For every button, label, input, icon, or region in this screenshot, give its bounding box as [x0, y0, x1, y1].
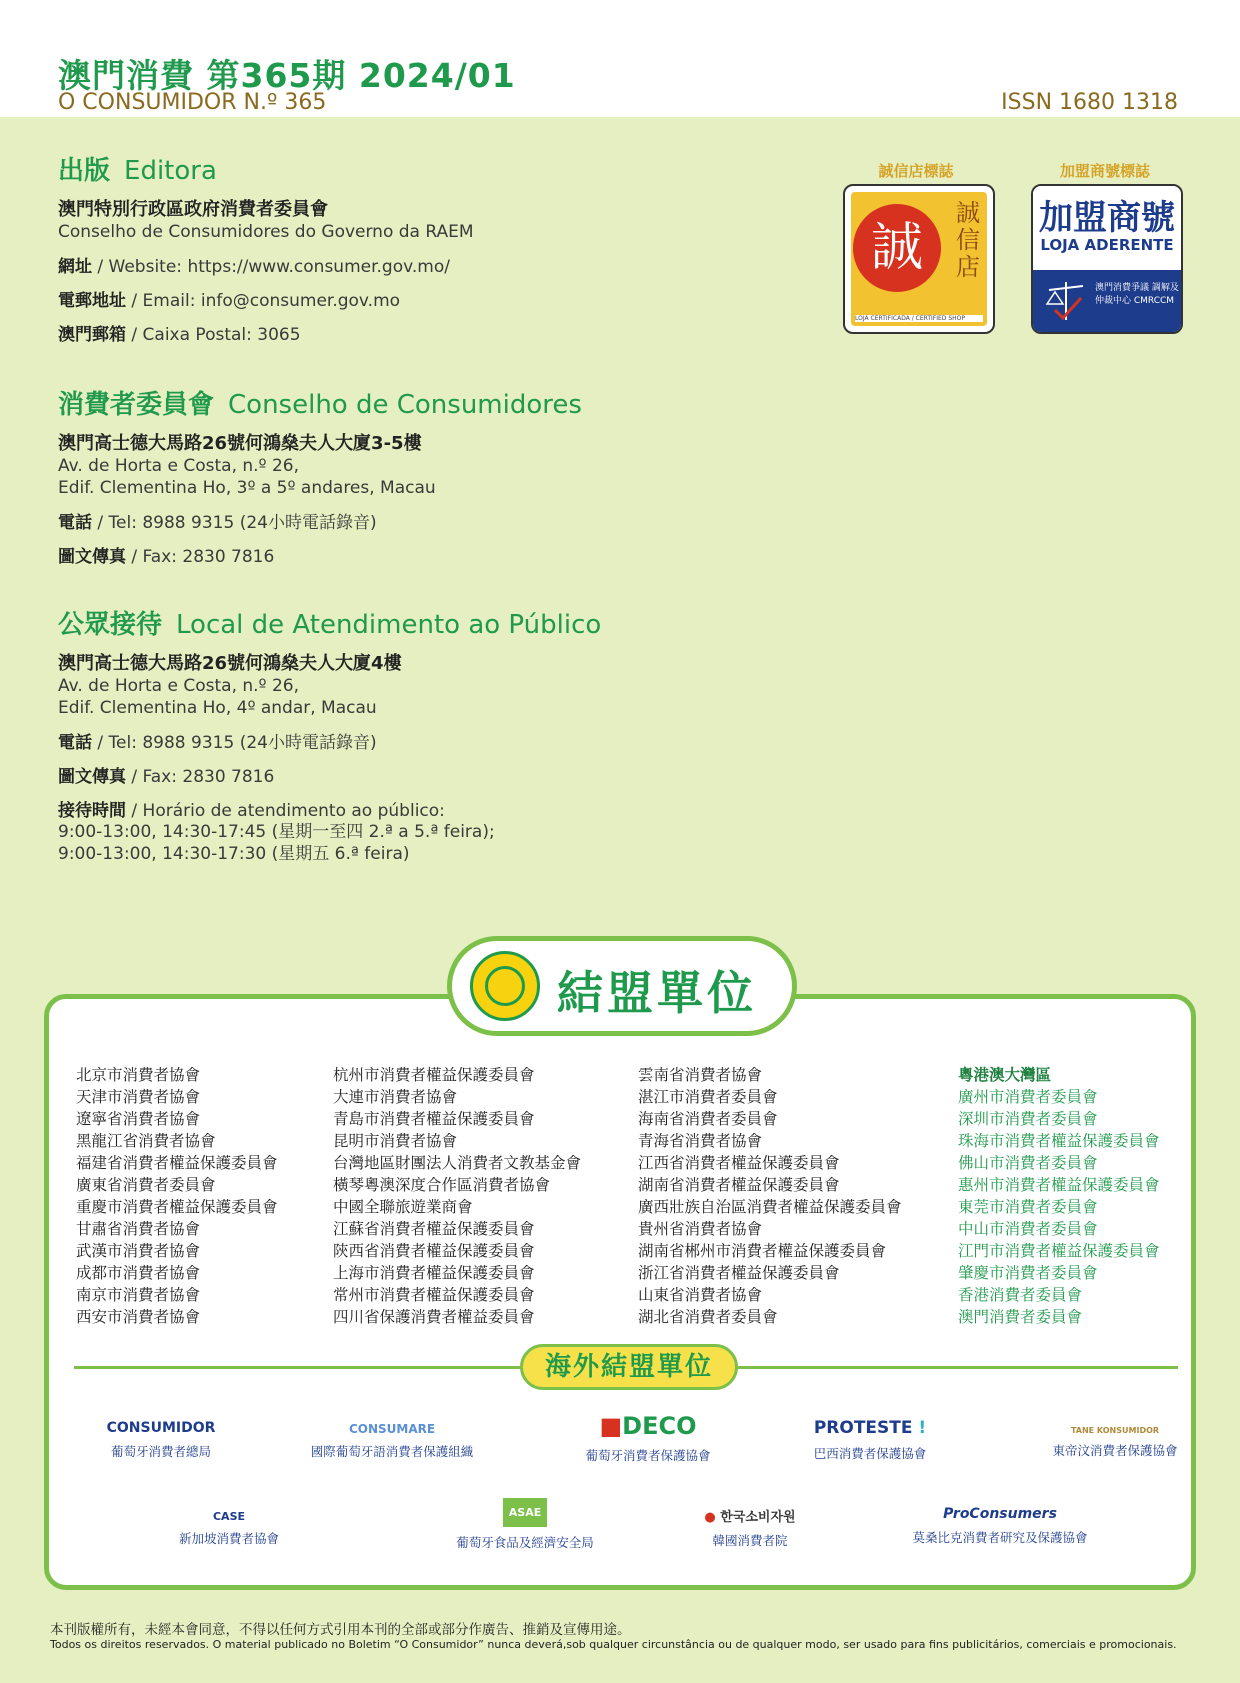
alliance-title-pill [447, 936, 797, 1036]
overseas-title: 海外結盟單位 [520, 1344, 738, 1390]
gba-heading: 粵港澳大灣區 [958, 1066, 1052, 1084]
copyright-zh: 本刊版權所有，未經本會同意，不得以任何方式引用本刊的全部或部分作廣告、推銷及宣傳用途。 [50, 1622, 631, 1638]
alliance-member: 佛山市消費者委員會 [958, 1154, 1098, 1172]
alliance-member: 重慶市消費者權益保護委員會 [76, 1198, 278, 1216]
member-shop-badge [1031, 184, 1183, 334]
alliance-member: 杭州市消費者權益保護委員會 [333, 1066, 535, 1084]
tane-logo: TANE KONSUMIDOR [1070, 1426, 1160, 1435]
alliance-member: 昆明市消費者協會 [333, 1132, 458, 1150]
org-consumidor: CONSUMIDOR 葡萄牙消費者總局 [66, 1412, 256, 1460]
alliance-column-1 [76, 1064, 278, 1328]
postal-row: 澳門郵箱 / Caixa Postal: 3065 [58, 325, 301, 345]
alliance-member: 西安市消費者協會 [76, 1308, 201, 1326]
kca-logo: ● 한국소비자원 [704, 1510, 796, 1525]
gba-list [958, 1086, 1160, 1328]
alliance-member: 湛江市消費者委員會 [638, 1088, 778, 1106]
alliance-member: 湖南省郴州市消費者權益保護委員會 [638, 1242, 887, 1260]
council-address-pt1: Av. de Horta e Costa, n.º 26, [58, 456, 300, 476]
alliance-member: 遼寧省消費者協會 [76, 1110, 201, 1128]
alliance-member: 廣州市消費者委員會 [958, 1088, 1098, 1106]
alliance-member: 東莞市消費者委員會 [958, 1198, 1098, 1216]
alliance-member: 青島市消費者權益保護委員會 [333, 1110, 535, 1128]
alliance-member: 江蘇省消費者權益保護委員會 [333, 1220, 535, 1238]
org-case: CASE 新加坡消費者協會 [164, 1500, 294, 1547]
alliance-member: 中國全聯旅遊業商會 [333, 1198, 473, 1216]
honest-vertical-text: 誠信店 [956, 199, 980, 281]
proconsumers-logo: ProConsumers [943, 1506, 1057, 1522]
alliance-column-2 [333, 1064, 581, 1328]
editora-heading: 出版 Editora [58, 156, 217, 186]
alliance-member: 北京市消費者協會 [76, 1066, 201, 1084]
public-hours-1: 9:00-13:00, 14:30-17:45 (星期一至四 2.ª a 5.ª feira); [58, 822, 495, 842]
public-tel-row: 電話 / Tel: 8988 9315 (24小時電話錄音) [58, 733, 377, 753]
alliance-member: 山東省消費者協會 [638, 1286, 763, 1304]
editora-org-zh: 澳門特別行政區政府消費者委員會 [58, 199, 328, 220]
alliance-member: 雲南省消費者協會 [638, 1066, 763, 1084]
council-tel-row: 電話 / Tel: 8988 9315 (24小時電話錄音) [58, 513, 377, 533]
asae-logo: ASAE [503, 1498, 547, 1527]
consumidor-logo: CONSUMIDOR [106, 1420, 216, 1436]
proteste-logo: PROTESTE ! [813, 1418, 927, 1438]
alliance-member: 四川省保護消費者權益委員會 [333, 1308, 535, 1326]
alliance-member: 江西省消費者權益保護委員會 [638, 1154, 840, 1172]
council-section [58, 384, 582, 567]
alliance-member: 甘肅省消費者協會 [76, 1220, 201, 1238]
alliance-member: 武漢市消費者協會 [76, 1242, 201, 1260]
member-zh: 加盟商號 [1039, 198, 1175, 238]
alliance-member: 廣東省消費者委員會 [76, 1176, 216, 1194]
public-address-pt2: Edif. Clementina Ho, 4º andar, Macau [58, 698, 377, 718]
council-fax-row: 圖文傳真 / Fax: 2830 7816 [58, 547, 275, 567]
public-section [58, 604, 601, 865]
alliance-member: 南京市消費者協會 [76, 1286, 201, 1304]
alliance-member: 橫琴粵澳深度合作區消費者協會 [333, 1176, 551, 1194]
consumare-logo: CONSUMARE [348, 1422, 436, 1436]
email-link[interactable]: info@consumer.gov.mo [200, 291, 401, 311]
alliance-member: 成都市消費者協會 [76, 1264, 201, 1282]
alliance-member: 貴州省消費者協會 [638, 1220, 763, 1238]
org-consumare: CONSUMARE 國際葡萄牙語消費者保護組織 [282, 1412, 502, 1460]
magazine-title: 澳門消費 第365期 2024/01 [58, 56, 516, 95]
copyright-pt: Todos os direitos reservados. O material publicado no Boletim “O Consumidor” nunca deverá,sob qualquer circunstância ou de qualquer modo, ser usado para fins publicitários, comerciais e promocionais. [50, 1638, 1177, 1651]
alliance-member: 台灣地區財團法人消費者文教基金會 [333, 1154, 582, 1172]
alliance-member: 福建省消費者權益保護委員會 [76, 1154, 278, 1172]
alliance-member: 陝西省消費者權益保護委員會 [333, 1242, 535, 1260]
alliance-member: 天津市消費者協會 [76, 1088, 201, 1106]
alliance-member: 上海市消費者權益保護委員會 [333, 1264, 535, 1282]
council-heading: 消費者委員會 Conselho de Consumidores [58, 390, 582, 420]
alliance-member: 深圳市消費者委員會 [958, 1110, 1098, 1128]
honest-seal-icon: 誠 [853, 204, 941, 292]
alliance-member: 常州市消費者權益保護委員會 [333, 1286, 535, 1304]
editora-org-pt: Conselho de Consumidores do Governo da RAEM [58, 222, 474, 242]
public-hours-row: 接待時間 / Horário de atendimento ao público: [58, 801, 445, 821]
alliance-member: 肇慶市消費者委員會 [958, 1264, 1098, 1282]
globe-icon [470, 951, 540, 1021]
alliance-member: 大連市消費者協會 [333, 1088, 458, 1106]
alliance-member: 惠州市消費者權益保護委員會 [958, 1176, 1160, 1194]
alliance-member: 海南省消費者委員會 [638, 1110, 778, 1128]
org-kca: ● 한국소비자원 韓國消費者院 [690, 1500, 810, 1549]
honest-shop-label: 誠信店標誌 [878, 162, 954, 180]
member-shop-label: 加盟商號標誌 [1059, 162, 1150, 180]
org-proconsumers: ProConsumers 莫桑比克消費者研究及保護協會 [900, 1500, 1100, 1546]
alliance-column-gba [958, 1064, 1160, 1328]
org-proteste: PROTESTE ! 巴西消費者保護協會 [780, 1412, 960, 1462]
alliance-member: 湖北省消費者委員會 [638, 1308, 778, 1326]
honest-small-text: LOJA CERTIFICADA / CERTIFIED SHOP [855, 315, 983, 322]
alliance-member: 澳門消費者委員會 [958, 1308, 1083, 1326]
case-logo: CASE [212, 1510, 246, 1523]
org-asae: ASAE 葡萄牙食品及經濟安全局 [440, 1494, 610, 1551]
public-heading: 公眾接待 Local de Atendimento ao Público [58, 610, 602, 640]
email-row: 電郵地址 / Email: info@consumer.gov.mo [58, 291, 401, 311]
alliance-member: 青海省消費者協會 [638, 1132, 763, 1150]
alliance-column-3 [638, 1064, 902, 1328]
alliance-member: 廣西壯族自治區消費者權益保護委員會 [638, 1198, 902, 1216]
public-hours-2: 9:00-13:00, 14:30-17:30 (星期五 6.ª feira) [58, 844, 410, 864]
website-link[interactable]: https://www.consumer.gov.mo/ [187, 257, 450, 277]
scale-icon [1041, 276, 1091, 326]
alliance-member: 江門市消費者權益保護委員會 [958, 1242, 1160, 1260]
alliance-member: 中山市消費者委員會 [958, 1220, 1098, 1238]
alliance-member: 黑龍江省消費者協會 [76, 1132, 216, 1150]
deco-logo: ■DECO [599, 1412, 697, 1440]
alliance-member: 浙江省消費者權益保護委員會 [638, 1264, 840, 1282]
public-address-pt1: Av. de Horta e Costa, n.º 26, [58, 676, 300, 696]
council-address-zh: 澳門高士德大馬路26號何鴻燊夫人大廈3-5樓 [58, 433, 422, 454]
alliance-title: 結盟單位 [557, 966, 757, 1020]
org-tane-konsumidor: TANE KONSUMIDOR 東帝汶消費者保護協會 [1040, 1412, 1190, 1459]
alliance-member: 珠海市消費者權益保護委員會 [958, 1132, 1160, 1150]
alliance-member: 香港消費者委員會 [958, 1286, 1083, 1304]
issn: ISSN 1680 1318 [1001, 90, 1178, 115]
public-address-zh: 澳門高士德大馬路26號何鴻燊夫人大廈4樓 [58, 653, 402, 674]
editora-section [58, 150, 474, 345]
org-deco: ■DECO 葡萄牙消費者保護協會 [548, 1412, 748, 1464]
public-fax-row: 圖文傳真 / Fax: 2830 7816 [58, 767, 275, 787]
member-pt: LOJA ADERENTE [1040, 236, 1174, 254]
alliance-member: 湖南省消費者權益保護委員會 [638, 1176, 840, 1194]
member-small-text: 澳門消費爭議 調解及仲裁中心 CMRCCM [1095, 283, 1179, 306]
council-address-pt2: Edif. Clementina Ho, 3º a 5º andares, Macau [58, 478, 436, 498]
magazine-subtitle: O CONSUMIDOR N.º 365 [58, 90, 327, 115]
website-row: 網址 / Website: https://www.consumer.gov.mo/ [58, 257, 450, 277]
honest-shop-badge [843, 184, 995, 334]
